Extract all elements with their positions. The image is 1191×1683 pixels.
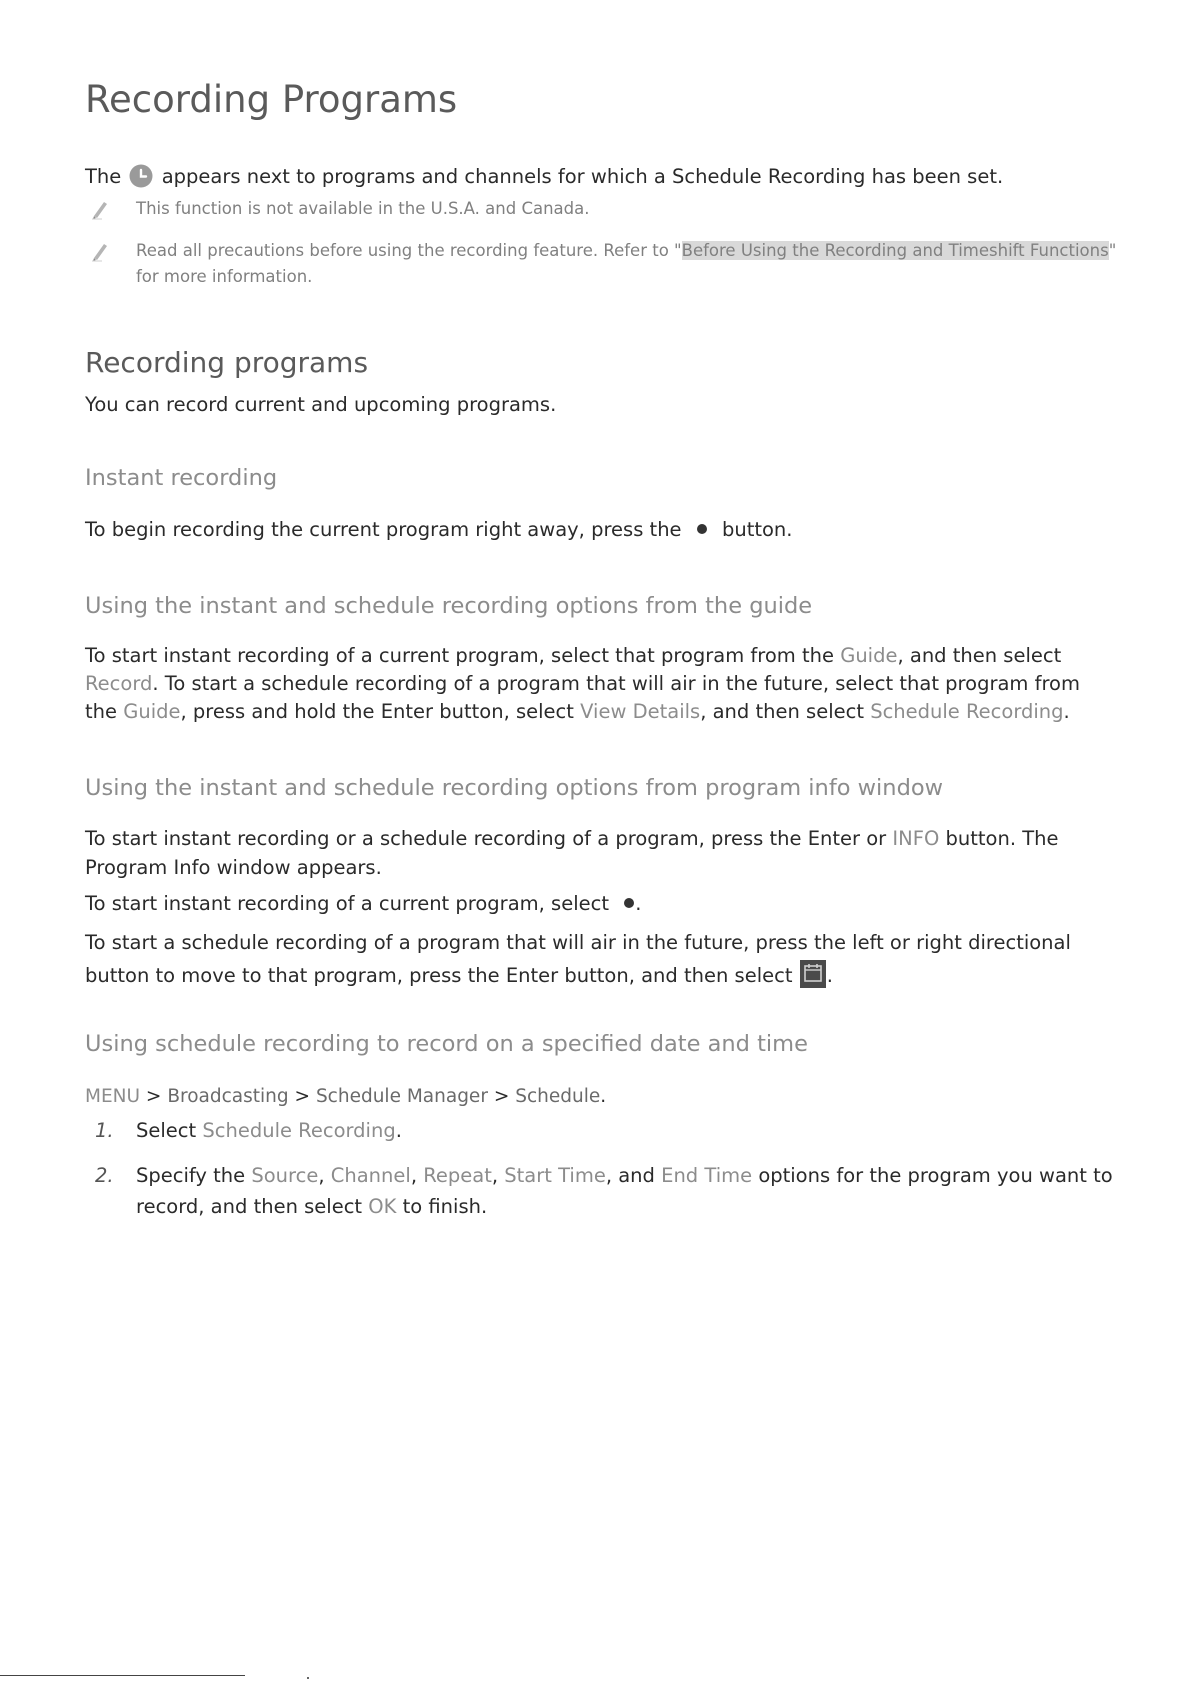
step-text-part: , [491, 1164, 499, 1187]
info-text: button. The Program Info window appears. [85, 827, 1059, 879]
pencil-note-icon [90, 240, 110, 262]
info-text: . [826, 964, 833, 987]
subsection-heading-instant: Instant recording [85, 465, 278, 491]
step-keyword: Source [251, 1164, 319, 1187]
menu-path-item: Schedule [515, 1086, 601, 1107]
note-text: This function is not available in the U.S.A. and Canada. [136, 199, 590, 218]
info-text: To start a schedule recording of a program that will air in the future, press the left or right directional button to move to that program, press the Enter button, and then select [85, 931, 1071, 987]
intro-paragraph [85, 162, 1003, 192]
menu-path-end: . [600, 1086, 607, 1107]
info-paragraph-3 [85, 926, 1115, 993]
guide-keyword: Guide [123, 700, 181, 723]
step-text-part: options for the program you want to record, and then select [136, 1164, 1113, 1218]
guide-text: , and then select [897, 644, 1062, 667]
info-paragraph-1 [85, 824, 1115, 882]
step-text-part: , and [605, 1164, 655, 1187]
step-number: 2. [95, 1164, 114, 1187]
info-text: To start instant recording or a schedule recording of a program, press the Enter or [85, 827, 887, 850]
subsection-heading-info: Using the instant and schedule recording options from program info window [85, 775, 944, 801]
page-title: Recording Programs [85, 78, 458, 121]
footer-mark [307, 1677, 309, 1679]
step-keyword: Start Time [504, 1164, 606, 1187]
menu-path-item: Schedule Manager [315, 1086, 488, 1107]
step-keyword: Schedule Recording [202, 1119, 396, 1142]
guide-paragraph [85, 642, 1115, 726]
info-text: . [635, 892, 642, 915]
info-keyword: INFO [892, 827, 940, 850]
step-item [85, 1115, 1125, 1146]
reference-link[interactable]: Before Using the Recording and Timeshift Functions [681, 241, 1109, 260]
instant-paragraph [85, 515, 793, 545]
step-text [136, 1160, 1125, 1222]
subsection-heading-schedule: Using schedule recording to record on a specified date and time [85, 1031, 808, 1057]
menu-path-separator: > [145, 1086, 162, 1107]
note-precautions [85, 238, 1125, 290]
record-keyword: Record [85, 672, 153, 695]
footer-rule [0, 1675, 245, 1676]
step-keyword: Channel [330, 1164, 411, 1187]
instant-text-after: button. [721, 518, 793, 541]
menu-path-item: Broadcasting [167, 1086, 289, 1107]
guide-keyword: Guide [840, 644, 898, 667]
guide-text: To start instant recording of a current program, select that program from the [85, 644, 834, 667]
section-description: You can record current and upcoming programs. [85, 393, 557, 416]
step-keyword: Repeat [423, 1164, 492, 1187]
note-text-after: " for more information. [136, 241, 1117, 286]
guide-text: . [1063, 700, 1070, 723]
step-text [136, 1115, 1125, 1146]
instant-text-before: To begin recording the current program right away, press the [85, 518, 682, 541]
menu-path [85, 1082, 606, 1112]
guide-text: , press and hold the Enter button, select [180, 700, 574, 723]
info-text: To start instant recording of a current program, select [85, 892, 609, 915]
schedule-calendar-icon [800, 960, 826, 988]
step-text-part: Specify the [136, 1164, 246, 1187]
step-keyword: OK [368, 1195, 397, 1218]
schedule-recording-keyword: Schedule Recording [870, 700, 1064, 723]
info-paragraph-2 [85, 889, 641, 919]
note-text [136, 238, 1125, 290]
subsection-heading-guide: Using the instant and schedule recording options from the guide [85, 593, 813, 619]
step-keyword: End Time [661, 1164, 753, 1187]
clock-icon [129, 164, 153, 188]
guide-text: . To start a schedule recording of a program that will air in the future, select that program from the [85, 672, 1080, 723]
menu-path-item: MENU [85, 1086, 141, 1107]
section-heading: Recording programs [85, 346, 369, 379]
note-text-before: Read all precautions before using the recording feature. Refer to " [136, 241, 682, 260]
pencil-note-icon [90, 198, 110, 220]
intro-text-before: The [85, 165, 122, 188]
step-text-part: , [318, 1164, 325, 1187]
menu-path-separator: > [294, 1086, 311, 1107]
step-text-part: Select [136, 1119, 197, 1142]
record-dot-icon [623, 897, 635, 909]
step-number: 1. [95, 1119, 114, 1142]
guide-text: , and then select [700, 700, 864, 723]
menu-path-separator: > [493, 1086, 510, 1107]
step-text-part: . [395, 1119, 402, 1142]
note-availability [85, 196, 1125, 222]
step-item [85, 1160, 1125, 1222]
view-details-keyword: View Details [580, 700, 701, 723]
intro-text-after: appears next to programs and channels for which a Schedule Recording has been set. [161, 165, 1004, 188]
record-dot-icon [696, 523, 708, 535]
step-text-part: to finish. [402, 1195, 488, 1218]
step-text-part: , [410, 1164, 418, 1187]
